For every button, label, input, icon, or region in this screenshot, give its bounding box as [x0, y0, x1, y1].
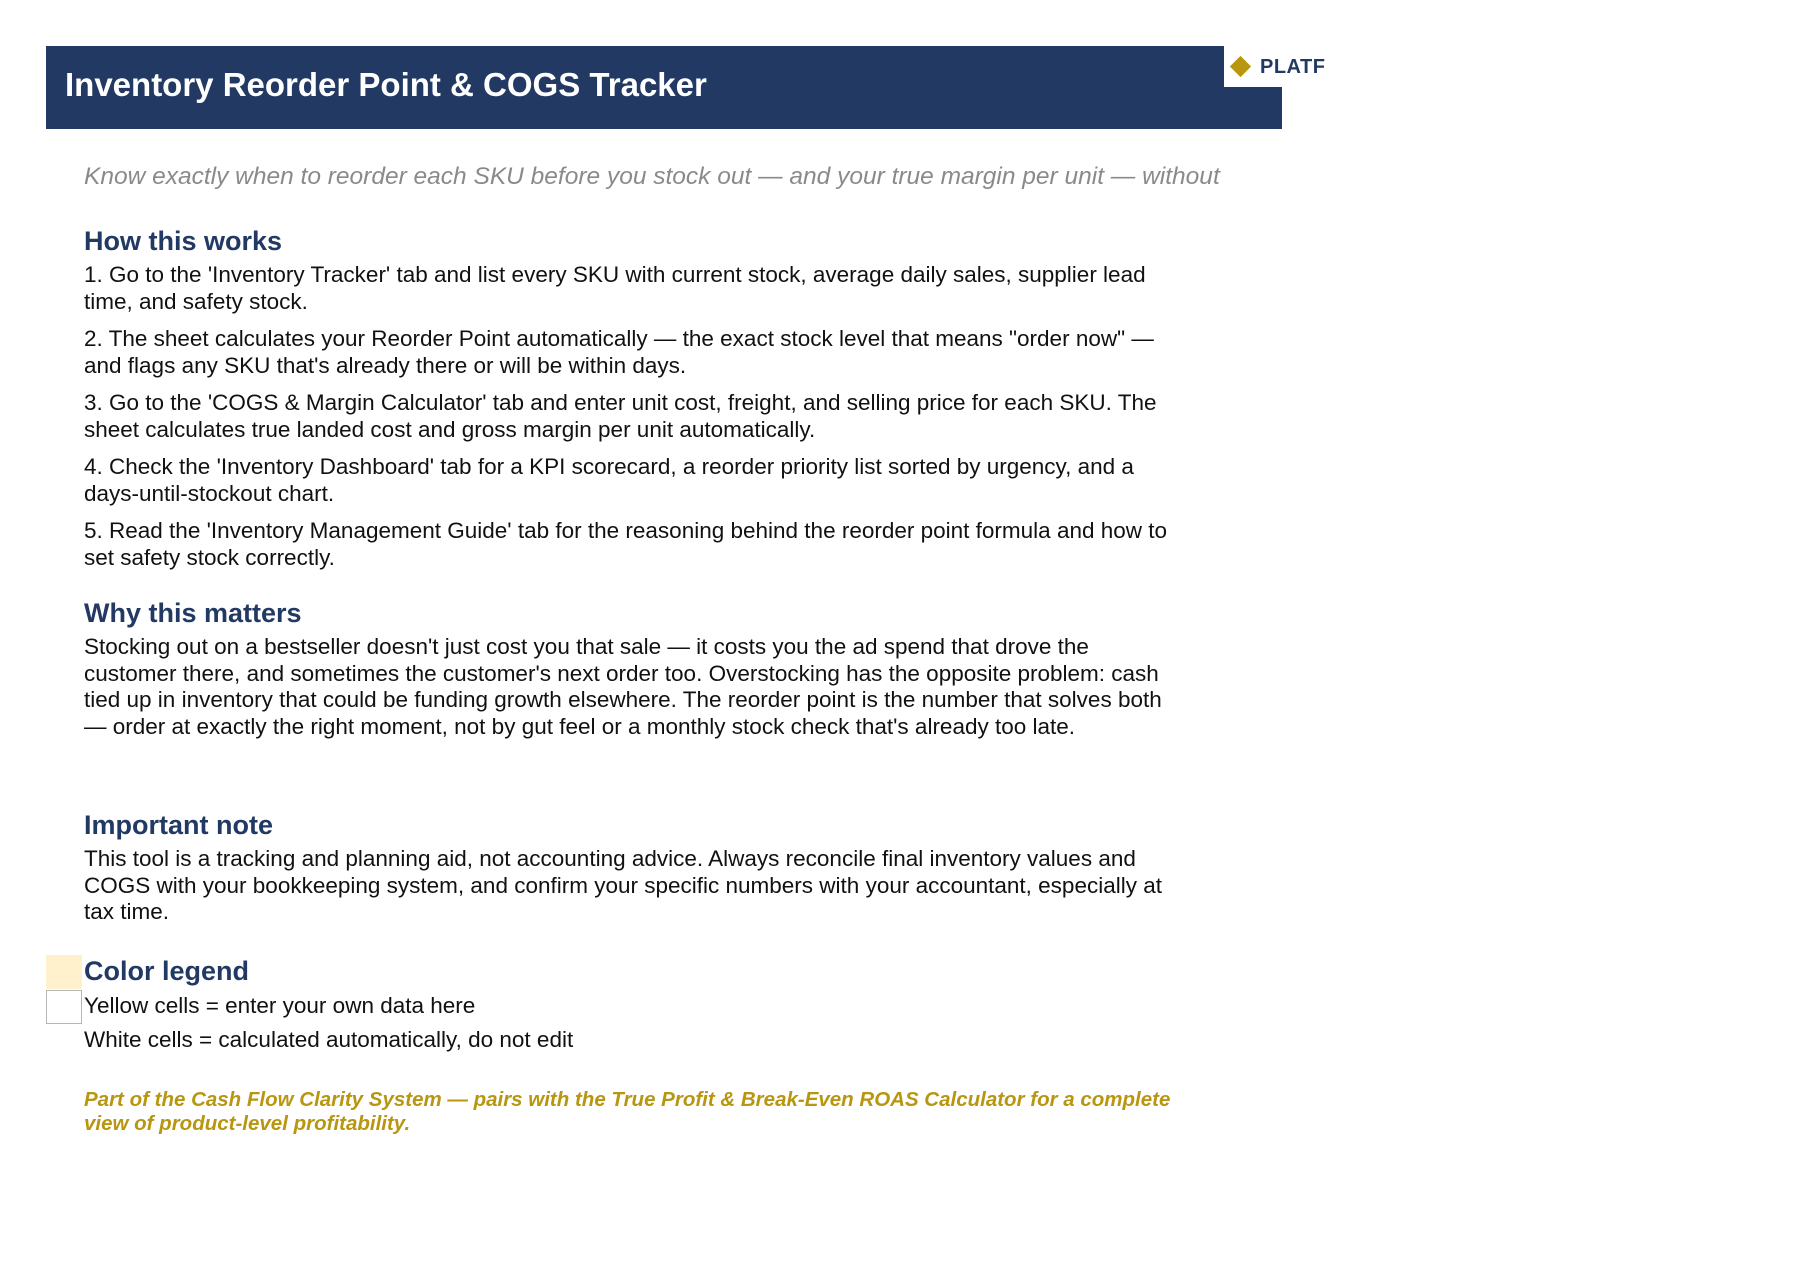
subtitle-cell: [84, 160, 1278, 196]
how-it-works-step-2: 2. The sheet calculates your Reorder Point automatically — the exact stock level that means "order now" — and flags any SKU that's already there or will be within days.: [84, 326, 1154, 378]
white-legend-swatch: [46, 990, 82, 1024]
white-legend-label: White cells = calculated automatically, do not edit: [84, 1027, 574, 1052]
brand-logo-text: PLATF: [1260, 56, 1326, 78]
how-it-works-step-3: 3. Go to the 'COGS & Margin Calculator' tab and enter unit cost, freight, and selling price for each SKU. The sheet calculates true landed cost and gross margin per unit automatically.: [84, 390, 1157, 442]
system-footer-note: Part of the Cash Flow Clarity System — pairs with the True Profit & Break-Even ROAS Calculator for a complete view of product-level profitability.: [84, 1088, 1171, 1135]
how-it-works-heading: How this works: [84, 226, 283, 256]
yellow-legend-swatch: [46, 955, 82, 989]
how-it-works-step-4: 4. Check the 'Inventory Dashboard' tab for a KPI scorecard, a reorder priority list sorted by urgency, and a days-until-stockout chart.: [84, 454, 1134, 506]
why-it-matters-body: Stocking out on a bestseller doesn't just cost you that sale — it costs you the ad spend that drove the customer there, and sometimes the customer's next order too. Overstocking has the opposite problem: cash tied up in inventory that could be funding growth elsewhere. The reorder point is the number that solves both — order at exactly the right moment, not by gut feel or a monthly stock check that's already too late.: [84, 634, 1162, 739]
yellow-legend-label: Yellow cells = enter your own data here: [84, 993, 476, 1018]
color-legend-heading: Color legend: [84, 956, 250, 986]
how-it-works-step-5: 5. Read the 'Inventory Management Guide' tab for the reasoning behind the reorder point formula and how to set safety stock correctly.: [84, 518, 1168, 570]
important-note-body: This tool is a tracking and planning aid, not accounting advice. Always reconcile final inventory values and COGS with your bookkeeping system, and confirm your specific numbers with your accountant, especially at tax time.: [84, 846, 1162, 924]
why-it-matters-heading: Why this matters: [84, 598, 302, 628]
page-subtitle: Know exactly when to reorder each SKU before you stock out — and your true margin per unit — without: [84, 163, 1220, 190]
how-it-works-step-1: 1. Go to the 'Inventory Tracker' tab and list every SKU with current stock, average daily sales, supplier lead time, and safety stock.: [84, 262, 1146, 314]
page-title: Inventory Reorder Point & COGS Tracker: [65, 66, 707, 103]
brand-logo: [1224, 46, 1326, 87]
important-note-heading: Important note: [84, 810, 273, 840]
title-banner: [46, 46, 1326, 129]
diamond-icon: [1230, 56, 1251, 77]
